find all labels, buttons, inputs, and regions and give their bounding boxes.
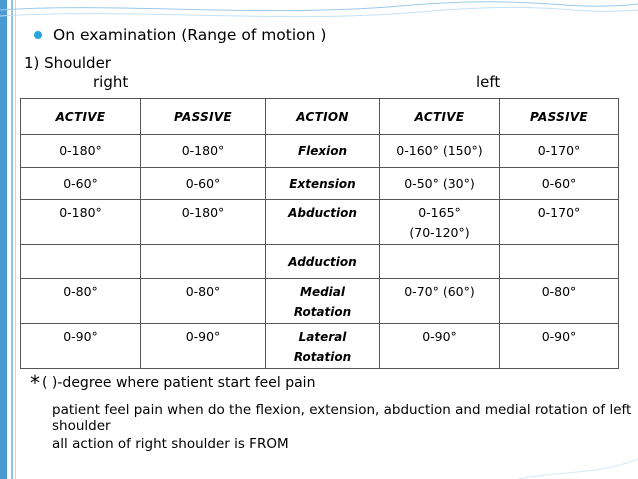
table-cell: 0-70° (60°) [380,279,500,324]
left-border-bar [0,0,7,479]
table-cell: 0-90° [141,324,266,369]
table-cell: 0-50° (30°) [380,168,500,200]
table-cell: 0-60° [141,168,266,200]
table-cell: 0-165° (70-120°) [380,200,500,245]
action-cell: Lateral Rotation [266,324,380,369]
table-cell: 0-160° (150°) [380,135,500,168]
header-cell: ACTIVE [21,99,141,135]
from-note: all action of right shoulder is FROM [52,436,289,452]
action-cell: Adduction [266,245,380,279]
header-cell: PASSIVE [500,99,619,135]
header-cell: PASSIVE [141,99,266,135]
table-cell: 0-60° [21,168,141,200]
header-cell: ACTION [266,99,380,135]
action-cell: Abduction [266,200,380,245]
action-cell: Medial Rotation [266,279,380,324]
shoulder-heading: 1) Shoulder [24,54,111,72]
header-cell: ACTIVE [380,99,500,135]
table-cell [21,245,141,279]
table-cell: 0-90° [380,324,500,369]
table-row [21,324,619,369]
bullet-text: On examination (Range of motion ) [53,26,327,44]
table-row [21,200,619,245]
left-side-label: left [476,73,501,91]
table-cell: 0-180° [141,135,266,168]
table-row [21,279,619,324]
table-cell [500,245,619,279]
table-cell [141,245,266,279]
right-side-label: right [93,73,129,91]
table-cell: 0-90° [500,324,619,369]
asterisk: * [30,371,40,395]
table-row [21,168,619,200]
corner-decoration [518,449,638,479]
degree-note [30,371,316,395]
range-of-motion-table [20,98,619,369]
left-border-line [11,0,13,479]
table-header-row [21,99,619,135]
bullet-item [34,26,326,44]
left-border-thin-line [15,0,16,479]
degree-note-text: ( )-degree where patient start feel pain [42,375,316,391]
table-row [21,245,619,279]
table-cell: 0-170° [500,135,619,168]
table-cell [380,245,500,279]
table-cell: 0-80° [21,279,141,324]
table-cell: 0-180° [21,135,141,168]
table-cell: 0-170° [500,200,619,245]
table-cell: 0-60° [500,168,619,200]
action-cell: Flexion [266,135,380,168]
table-cell: 0-80° [141,279,266,324]
action-cell: Extension [266,168,380,200]
pain-note: patient feel pain when do the flexion, extension, abduction and medial rotation of left shoulder [52,402,632,434]
bullet-icon [34,31,42,39]
table-cell: 0-180° [141,200,266,245]
table-cell: 0-90° [21,324,141,369]
table-cell: 0-80° [500,279,619,324]
table-cell: 0-180° [21,200,141,245]
table-row [21,135,619,168]
